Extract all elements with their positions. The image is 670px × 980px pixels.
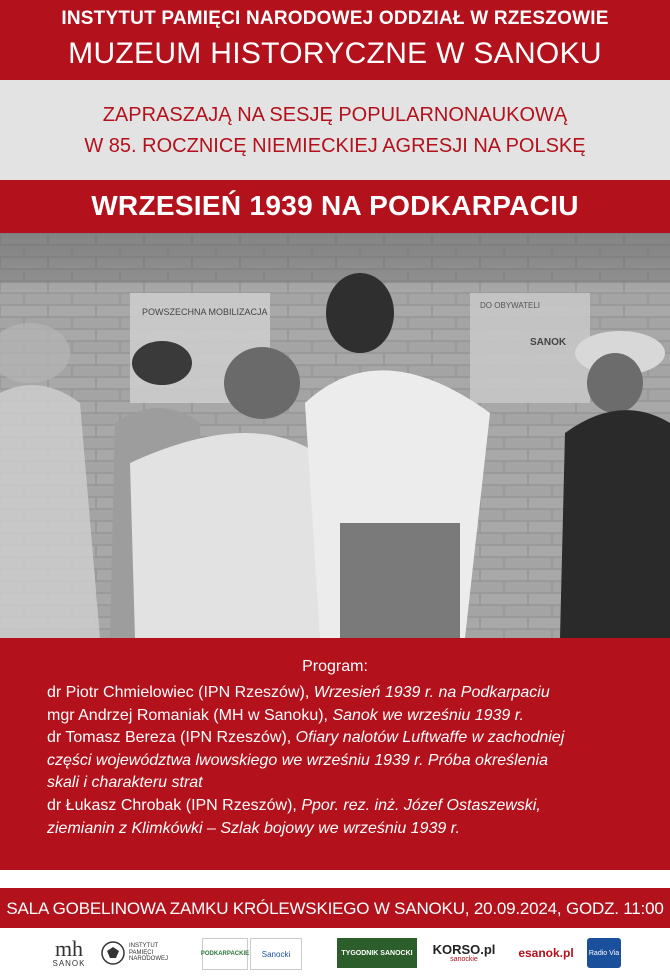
program-item-4 — [47, 795, 647, 818]
podkarpackie-logo — [202, 938, 248, 970]
esanok-logo — [512, 938, 580, 968]
venue-date-time: SALA GOBELINOWA ZAMKU KRÓLEWSKIEGO W SANOKU, 20.09.2024, GODZ. 11:00 — [6, 899, 664, 918]
speaker-romaniak: mgr Andrzej Romaniak (MH w Sanoku), — [47, 706, 333, 724]
program-list — [47, 682, 647, 840]
event-title: WRZESIEŃ 1939 NA PODKARPACIU — [91, 190, 579, 221]
program-band — [0, 638, 670, 870]
invitation-band — [0, 80, 670, 180]
speaker-chmielowiec: dr Piotr Chmielowiec (IPN Rzeszów), — [47, 684, 314, 701]
esanok-logo-text: esanok.pl — [518, 946, 574, 960]
mh-logo-mark: mh — [54, 936, 84, 961]
organizer-museum: MUZEUM HISTORYCZNE W SANOKU — [68, 37, 602, 70]
title-band — [0, 180, 670, 233]
talk-title-4-part-2: ziemianin z Klimkówki – Szlak bojowy we wrześniu 1939 r. — [47, 819, 460, 837]
speaker-bereza: dr Tomasz Bereza (IPN Rzeszów), — [47, 729, 296, 747]
podkarpackie-logo-text: PODKARPACKIE — [200, 951, 250, 957]
organizer-ipn: INSTYTUT PAMIĘCI NARODOWEJ ODDZIAŁ W RZESZOWIE — [61, 8, 609, 29]
separator — [0, 870, 670, 888]
poster-left-text: POWSZECHNA MOBILIZACJA — [142, 307, 268, 317]
program-item-3-cont — [47, 750, 647, 773]
talk-title-3-part-3: skali i charakteru strat — [47, 774, 203, 792]
poster-sanok-text: SANOK — [530, 337, 567, 348]
tygodnik-logo-text: TYGODNIK SANOCKI — [341, 949, 413, 957]
talk-title-2: Sanok we wrześniu 1939 r. — [332, 706, 524, 724]
mh-logo-sub: SANOK — [52, 959, 86, 968]
invitation-line-2: W 85. ROCZNICĘ NIEMIECKIEJ AGRESJI NA POLSKĘ — [84, 135, 586, 157]
program-item-3 — [47, 727, 647, 750]
header-band — [0, 0, 670, 80]
program-item-4-cont — [47, 818, 647, 841]
talk-title-4-part-1: Ppor. rez. inż. Józef Ostaszewski, — [301, 796, 541, 814]
radio-via-logo — [587, 938, 621, 968]
historical-photo — [0, 233, 670, 638]
mh-sanok-logo — [44, 938, 94, 968]
korso-logo-text: KORSO.pl — [432, 942, 496, 957]
tygodnik-sanocki-logo — [337, 938, 417, 968]
talk-title-1: Wrzesień 1939 r. na Podkarpaciu — [313, 684, 550, 701]
photo-illustration — [0, 233, 670, 638]
powiat-logo-text: Sanocki — [261, 949, 291, 959]
powiat-sanocki-logo — [250, 938, 302, 970]
invitation-line-1: ZAPRASZAJĄ NA SESJĘ POPULARNONAUKOWĄ — [102, 104, 568, 126]
talk-title-3-part-2: części województwa lwowskiego we wrześniu 1939 r. Próba określenia — [47, 751, 548, 769]
poster-right-text: DO OBYWATELI — [480, 301, 541, 310]
sponsor-logos — [0, 928, 670, 980]
eagle-emblem-icon — [101, 941, 125, 965]
program-item-1 — [47, 682, 647, 705]
talk-title-3-part-1: Ofiary nalotów Luftwaffe w zachodniej — [295, 729, 565, 747]
korso-logo-sub: sanockie — [450, 956, 478, 963]
venue-band — [0, 888, 670, 928]
radio-logo-text: Radio Via — [588, 949, 620, 957]
korso-logo — [421, 938, 507, 968]
ipn-logo-text: INSTYTUT PAMIĘCI NARODOWEJ — [129, 943, 168, 963]
speaker-chrobak: dr Łukasz Chrobak (IPN Rzeszów), — [47, 796, 302, 814]
program-item-3-cont-2 — [47, 772, 647, 795]
program-heading: Program: — [302, 658, 368, 675]
program-item-2 — [47, 705, 647, 728]
ipn-logo — [100, 938, 170, 968]
